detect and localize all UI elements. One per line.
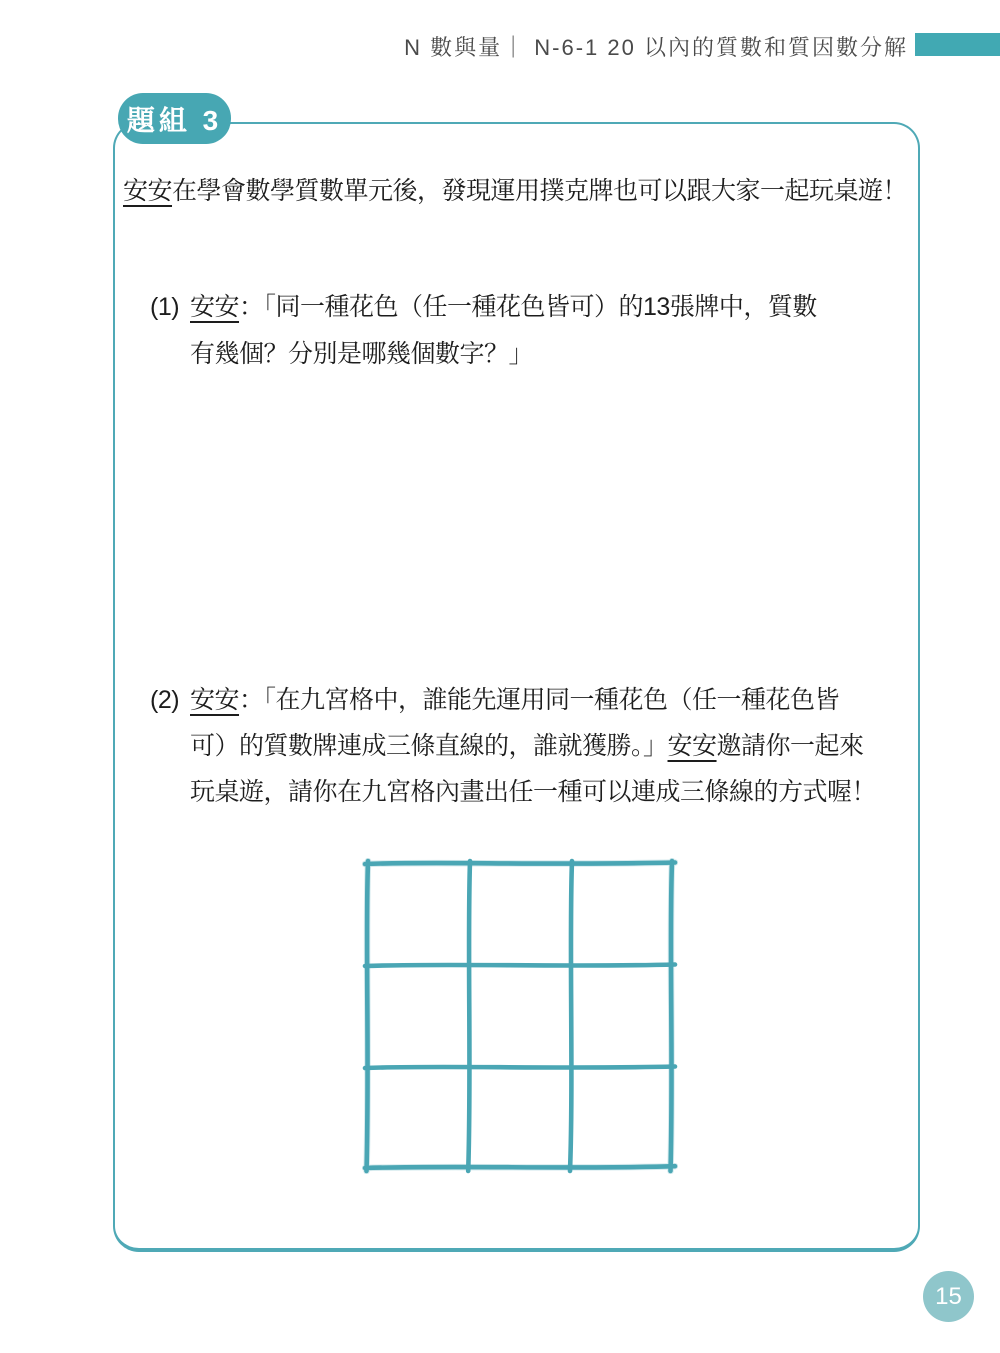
- question-2-text: 可）的質數牌連成三條直線的，誰就獲勝。」: [190, 732, 668, 760]
- question-2-line-1: [190, 677, 876, 723]
- header-unit-label: N 數與量｜ N-6-1 20 以內的質數和質因數分解: [404, 35, 908, 60]
- question-2: [150, 677, 876, 815]
- person-name-underlined: 安安: [190, 686, 240, 714]
- page-number: 15: [935, 1282, 962, 1310]
- question-group-badge: [118, 93, 231, 144]
- question-2-line-2: [190, 723, 876, 769]
- question-2-text: 玩桌遊，請你在九宮格內畫出任一種可以連成三條線的方式喔！: [190, 778, 877, 806]
- intro-text: 在學會數學質數單元後，發現運用撲克牌也可以跟大家一起玩桌遊！: [172, 177, 908, 205]
- tic-tac-toe-grid: [362, 858, 678, 1174]
- question-1-number: (1): [150, 293, 180, 321]
- question-2-body: [190, 677, 876, 815]
- question-1-text: 有幾個？分別是哪幾個數字？」: [190, 340, 534, 368]
- question-1-text: ：「同一種花色（任一種花色皆可）的13張牌中，質數: [239, 293, 817, 321]
- question-group-badge-label: 題組 3: [126, 104, 223, 136]
- page-number-badge: [923, 1271, 974, 1322]
- person-name-underlined: 安安: [190, 293, 240, 321]
- question-1-line-1: [190, 284, 817, 331]
- question-1: [150, 284, 817, 378]
- person-name-underlined: 安安: [667, 732, 717, 760]
- question-2-text: ：「在九宮格中，誰能先運用同一種花色（任一種花色皆: [239, 686, 840, 714]
- question-2-line-3: [190, 769, 876, 815]
- question-1-body: [190, 284, 817, 378]
- person-name-underlined: 安安: [123, 177, 173, 205]
- tic-tac-toe-grid-drawing: [362, 858, 678, 1174]
- question-1-line-2: [190, 331, 817, 378]
- question-2-text: 邀請你一起來: [716, 732, 864, 760]
- intro-paragraph: [123, 172, 907, 210]
- header-accent-bar: [915, 33, 1000, 56]
- question-2-number: (2): [150, 686, 180, 714]
